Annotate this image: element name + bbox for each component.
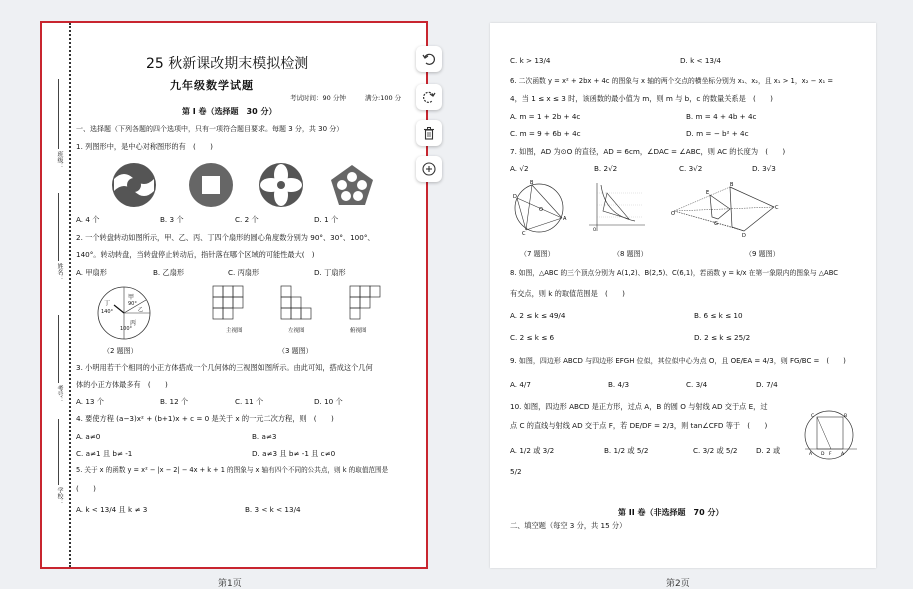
- q4-option-a[interactable]: A. a≠0: [76, 432, 101, 441]
- q8-graph-figure: [585, 181, 647, 235]
- q10-option-b[interactable]: B. 1/2 或 5/2: [604, 446, 649, 455]
- q3-option-b[interactable]: B. 12 个: [160, 397, 189, 406]
- section2-title: 第 II 卷（非选择题 70 分）: [618, 508, 724, 517]
- q5-option-c[interactable]: C. k > 13/4: [510, 56, 551, 65]
- q9-option-b[interactable]: B. 4/3: [608, 380, 630, 389]
- side-line: [58, 419, 59, 485]
- exam-time: 考试时间：90 分钟: [290, 94, 346, 102]
- svg-text:C: C: [522, 231, 526, 237]
- spinner-label-bing: 丙: [130, 320, 137, 327]
- q3-front-view: [212, 285, 246, 321]
- q4-option-d[interactable]: D. a≠3 且 b≠ -1 且 c≠0: [252, 449, 336, 458]
- q6-option-d[interactable]: D. m = − b² + 4c: [686, 129, 749, 138]
- svg-text:G: G: [714, 221, 718, 227]
- side-line: [58, 193, 59, 261]
- q3-option-d[interactable]: D. 10 个: [314, 397, 343, 406]
- svg-text:F: F: [829, 452, 832, 457]
- svg-text:D: D: [742, 233, 746, 239]
- q6-option-a[interactable]: A. m = 1 + 2b + 4c: [510, 112, 581, 121]
- side-view-label: 左视图: [288, 328, 305, 334]
- spinner-label-yi: 乙: [138, 307, 144, 313]
- q8-figure-caption: （8 题图）: [613, 250, 648, 258]
- svg-text:A: A: [809, 452, 813, 457]
- q2-stem-line2: 140°。转动转盘，当转盘停止转动后，指针落在哪个区域的可能性最大( ): [76, 250, 315, 259]
- q7-option-d[interactable]: D. 3√3: [752, 164, 776, 173]
- q10-stem-line2: 点 C 的直线与射线 AD 交于点 F，若 DE/DF = 2/3，则 tan∠CFD 等于 ( ): [510, 421, 768, 430]
- q1-figure-3: [257, 161, 305, 209]
- side-label-school: 学校：: [56, 487, 63, 505]
- q7-option-a[interactable]: A. √2: [510, 164, 529, 173]
- section-title: 第 I 卷（选择题 30 分）: [182, 107, 277, 116]
- side-line: [58, 315, 59, 383]
- q6-stem-line1: 6. 二次函数 y = x² + 2bx + 4c 的图象与 x 轴的两个交点的横坐标分别为 x₁、x₂，且 x₁ > 1，x₂ − x₁ =: [510, 77, 834, 85]
- rotate-right-icon: [422, 90, 436, 104]
- q3-side-view: [280, 285, 314, 321]
- part2-header: 二、填空题（每空 3 分，共 15 分）: [510, 521, 627, 530]
- q3-stem-line2: 体的小正方体最多有 ( ): [76, 380, 168, 389]
- svg-text:A: A: [841, 452, 845, 457]
- svg-text:D: D: [821, 452, 825, 457]
- q8-option-c[interactable]: C. 2 ≤ k ≤ 6: [510, 333, 555, 342]
- q7-stem: 7. 如图，AD 为⊙O 的直径，AD = 6cm，∠DAC = ∠ABC，则 AC 的长度为 ( ): [510, 147, 786, 156]
- svg-text:D: D: [513, 194, 517, 200]
- side-label-name: 姓名：: [56, 263, 63, 281]
- svg-text:B: B: [530, 180, 534, 186]
- q10-stem-line1: 10. 如图，四边形 ABCD 是正方形，过点 A，B 的圆 O 与射线 AD 交于点 E，过: [510, 402, 768, 411]
- binding-line: [69, 23, 71, 567]
- svg-text:A: A: [563, 216, 567, 222]
- spinner-label-140: 140°: [101, 309, 114, 315]
- spinner-label-100: 100°: [120, 326, 133, 332]
- q1-option-b[interactable]: B. 3 个: [160, 215, 184, 224]
- svg-text:C: C: [775, 205, 779, 211]
- svg-text:C: C: [811, 414, 815, 419]
- rotate-left-icon: [422, 52, 436, 66]
- svg-text:B: B: [730, 182, 734, 188]
- exam-title: 25 秋新课改期末模拟检测: [146, 56, 309, 72]
- q4-stem: 4. 要使方程 (a−3)x² + (b+1)x + c = 0 是关于 x 的一元二次方程，则 ( ): [76, 414, 334, 423]
- side-label-class: 班级：: [56, 151, 63, 169]
- q6-option-c[interactable]: C. m = 9 + 6b + 4c: [510, 129, 581, 138]
- q8-option-b[interactable]: B. 6 ≤ k ≤ 10: [694, 311, 743, 320]
- front-view-label: 主视图: [226, 328, 243, 334]
- trash-icon: [422, 126, 436, 140]
- q9-option-d[interactable]: D. 7/4: [756, 380, 778, 389]
- q5-option-d[interactable]: D. k < 13/4: [680, 56, 721, 65]
- q4-option-b[interactable]: B. a≠3: [252, 432, 277, 441]
- q9-stem: 9. 如图，四边形 ABCD 与四边形 EFGH 位似，其位似中心为点 O，且 OE/EA = 4/3，则 FG/BC = ( ): [510, 357, 846, 365]
- q7-option-b[interactable]: B. 2√2: [594, 164, 618, 173]
- q10-option-c[interactable]: C. 3/2 或 5/2: [693, 446, 738, 455]
- svg-text:O: O: [593, 227, 597, 232]
- full-score: 满分:100 分: [365, 94, 402, 102]
- q1-option-a[interactable]: A. 4 个: [76, 215, 100, 224]
- q1-option-c[interactable]: C. 2 个: [235, 215, 259, 224]
- q9-option-a[interactable]: A. 4/7: [510, 380, 531, 389]
- q1-figure-2: [187, 161, 235, 209]
- q10-option-d-tail: 5/2: [510, 467, 522, 476]
- q3-figure-caption: （3 题图）: [278, 347, 313, 355]
- q3-option-a[interactable]: A. 13 个: [76, 397, 104, 406]
- svg-text:B: B: [844, 414, 848, 419]
- q9-homothety-figure: [670, 181, 780, 239]
- q8-option-a[interactable]: A. 2 ≤ k ≤ 49/4: [510, 311, 566, 320]
- q1-stem: 1. 列图形中，是中心对称图形的有 ( ): [76, 142, 213, 151]
- top-view-label: 俯视图: [350, 328, 367, 334]
- side-label-id: 考号：: [56, 385, 63, 403]
- q10-option-d[interactable]: D. 2 或: [756, 446, 781, 455]
- q3-option-c[interactable]: C. 11 个: [235, 397, 264, 406]
- page-1-label: 第1页: [218, 579, 242, 589]
- q1-figure-4: [329, 163, 375, 209]
- svg-text:O: O: [671, 211, 675, 217]
- part1-header: 一、选择题（下列各题的四个选项中，只有一项符合题目要求。每题 3 分，共 30 分）: [76, 125, 344, 133]
- q1-figure-1: [110, 161, 158, 209]
- q3-top-view: [349, 285, 383, 321]
- side-line: [58, 79, 59, 149]
- spinner-label-ding: 丁: [104, 300, 111, 307]
- q2-option-d[interactable]: D. 丁扇形: [314, 268, 346, 277]
- q4-option-c[interactable]: C. a≠1 且 b≠ -1: [76, 449, 133, 458]
- q10-square-circle-figure: [803, 409, 859, 463]
- q9-option-c[interactable]: C. 3/4: [686, 380, 708, 389]
- q7-figure-caption: （7 题图）: [520, 250, 555, 258]
- q5-stem-line1: 5. 关于 x 的函数 y = x² − |x − 2| − 4x + k + 1 的图象与 x 轴有四个不同的公共点，则 k 的取值范围是: [76, 466, 389, 474]
- q8-stem-line1: 8. 如图，△ABC 的三个顶点分别为 A(1,2)、B(2,5)、C(6,1)，若函数 y = k/x 在第一象限内的图象与 △ABC: [510, 269, 838, 277]
- q6-stem-line2: 4，当 1 ≤ x ≤ 3 时，该函数的最小值为 m，则 m 与 b，c 的数量关系是 ( ): [510, 94, 773, 103]
- q8-option-d[interactable]: D. 2 ≤ k ≤ 25/2: [694, 333, 751, 342]
- delete-page-button[interactable]: [416, 120, 442, 146]
- q3-stem-line1: 3. 小明用若干个相同的小正方体搭成一个几何体的三视图如图所示。由此可知，搭成这个几何: [76, 363, 373, 372]
- spinner-label-jia: 甲: [128, 294, 135, 301]
- page-1[interactable]: [40, 21, 428, 569]
- rotate-right-button[interactable]: [416, 84, 442, 110]
- exam-subtitle: 九年级数学试题: [170, 79, 254, 92]
- q9-figure-caption: （9 题图）: [745, 250, 780, 258]
- add-page-button[interactable]: [416, 156, 442, 182]
- q2-option-a[interactable]: A. 甲扇形: [76, 268, 107, 277]
- q6-option-b[interactable]: B. m = 4 + 4b + 4c: [686, 112, 757, 121]
- q2-option-c[interactable]: C. 丙扇形: [228, 268, 260, 277]
- page-2[interactable]: [490, 23, 876, 568]
- q2-stem-line1: 2. 一个转盘转动如图所示，甲、乙、丙、丁四个扇形的圆心角度数分别为 90°、30°、100°、: [76, 233, 375, 242]
- q5-option-a[interactable]: A. k < 13/4 且 k ≠ 3: [76, 505, 148, 514]
- svg-text:O: O: [539, 207, 543, 213]
- spinner-label-90: 90°: [128, 301, 137, 307]
- q10-option-a[interactable]: A. 1/2 或 3/2: [510, 446, 555, 455]
- rotate-left-button[interactable]: [416, 46, 442, 72]
- plus-circle-icon: [422, 162, 436, 176]
- q5-option-b[interactable]: B. 3 < k < 13/4: [245, 505, 301, 514]
- q8-stem-line2: 有交点，则 k 的取值范围是 ( ): [510, 289, 625, 298]
- q2-figure-caption: （2 题图）: [103, 347, 138, 355]
- q7-circle-figure: [512, 180, 568, 236]
- q5-stem-line2: ( ): [76, 484, 96, 493]
- q7-option-c[interactable]: C. 3√2: [679, 164, 703, 173]
- page-2-label: 第2页: [666, 579, 690, 589]
- svg-text:E: E: [706, 190, 710, 196]
- q2-option-b[interactable]: B. 乙扇形: [153, 268, 185, 277]
- q1-option-d[interactable]: D. 1 个: [314, 215, 339, 224]
